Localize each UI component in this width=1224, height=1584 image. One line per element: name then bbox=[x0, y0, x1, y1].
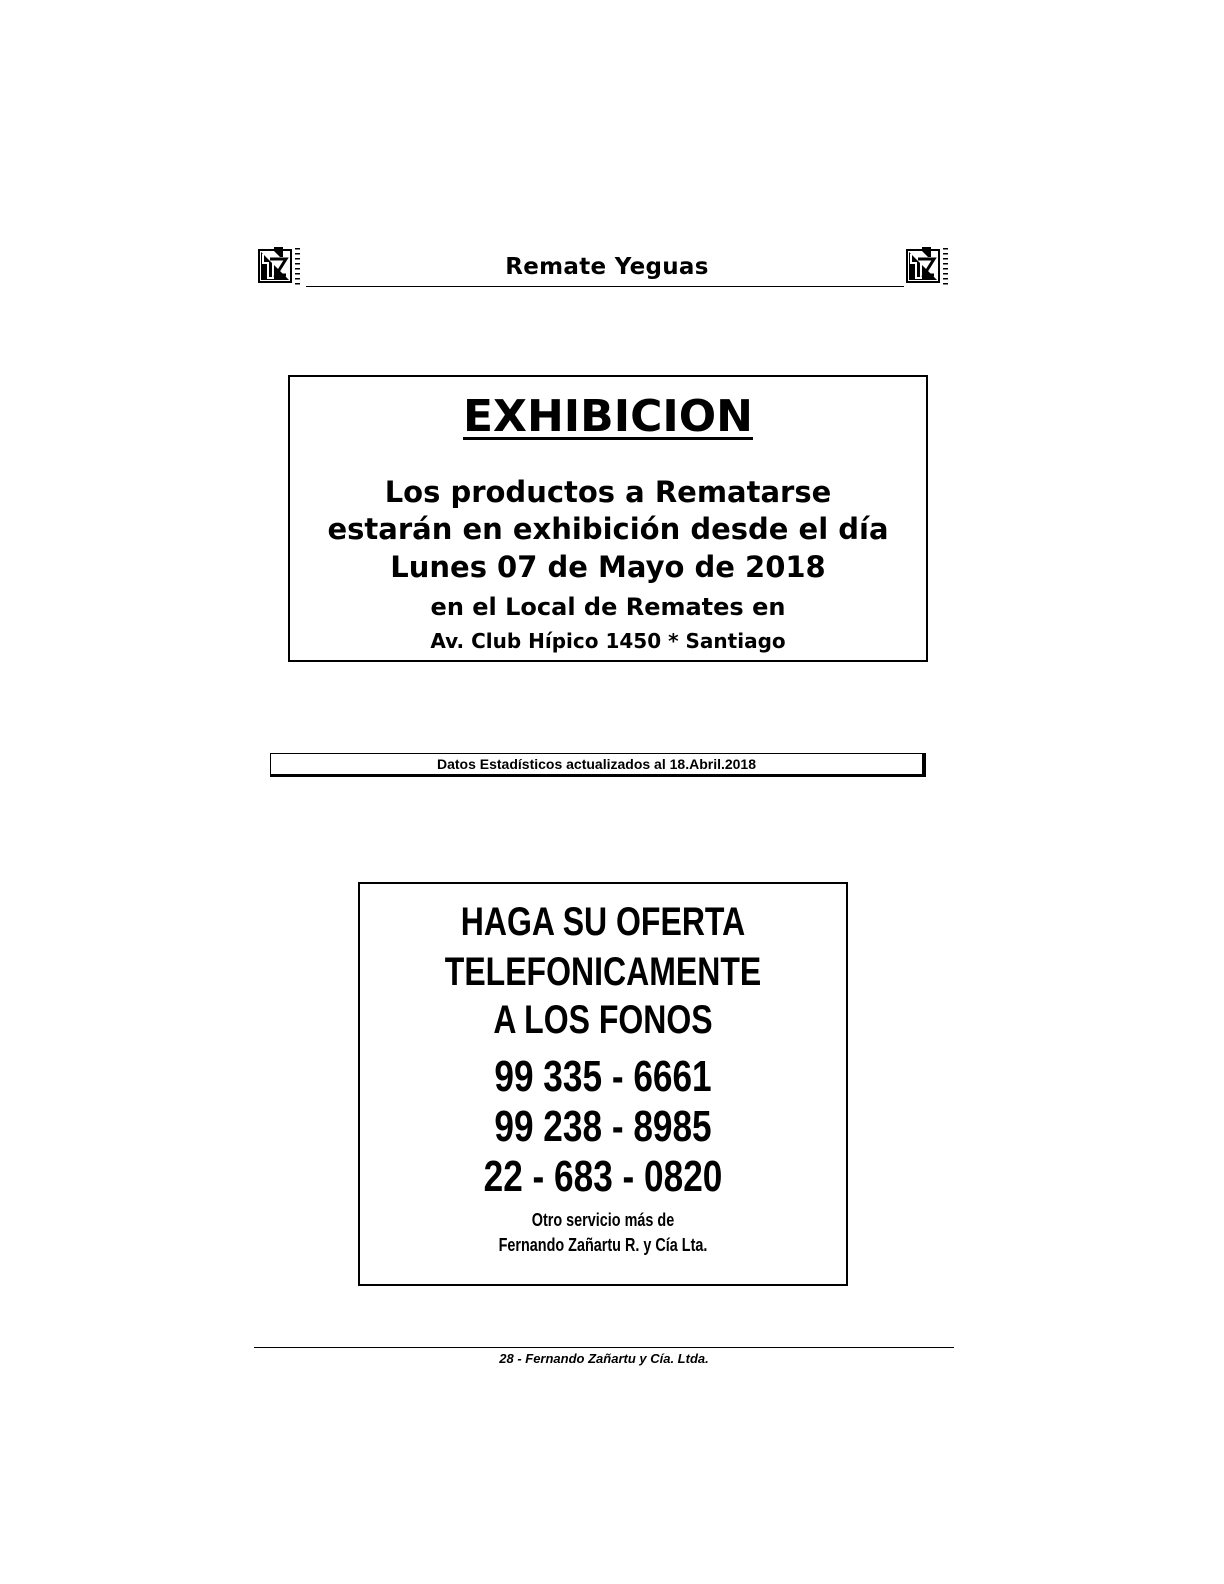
phone-number: 99 335 - 6661 bbox=[494, 1052, 712, 1101]
phone-offer-line-3: A LOS FONOS bbox=[493, 998, 713, 1042]
phone-offer-notice bbox=[358, 882, 848, 1286]
page-footer: 28 - Fernando Zañartu y Cía. Ltda. bbox=[499, 1351, 709, 1366]
exhibition-notice bbox=[288, 375, 928, 662]
exhibition-line-4: en el Local de Remates en bbox=[430, 593, 786, 621]
exhibition-line-1: Los productos a Rematarse bbox=[384, 475, 832, 509]
exhibition-date: Lunes 07 de Mayo de 2018 bbox=[390, 550, 826, 584]
exhibition-heading: EXHIBICION bbox=[463, 391, 753, 442]
phone-offer-line-1: HAGA SU OFERTA bbox=[460, 900, 746, 944]
stats-update-banner: Datos Estadísticos actualizados al 18.Abril.2018 bbox=[270, 753, 926, 777]
header-divider bbox=[306, 286, 904, 287]
fz-logo-icon bbox=[256, 243, 304, 289]
service-line-1: Otro servicio más de bbox=[531, 1210, 675, 1230]
fz-logo-icon bbox=[904, 243, 952, 289]
phone-number: 22 - 683 - 0820 bbox=[483, 1152, 723, 1201]
service-line-2: Fernando Zañartu R. y Cía Lta. bbox=[498, 1235, 708, 1255]
phone-number: 99 238 - 8985 bbox=[494, 1102, 712, 1151]
phone-offer-line-2: TELEFONICAMENTE bbox=[444, 950, 762, 994]
footer-divider bbox=[254, 1347, 954, 1348]
page-title: Remate Yeguas bbox=[505, 254, 709, 280]
exhibition-address: Av. Club Hípico 1450 * Santiago bbox=[430, 629, 786, 653]
exhibition-line-2: estarán en exhibición desde el día bbox=[327, 512, 889, 546]
